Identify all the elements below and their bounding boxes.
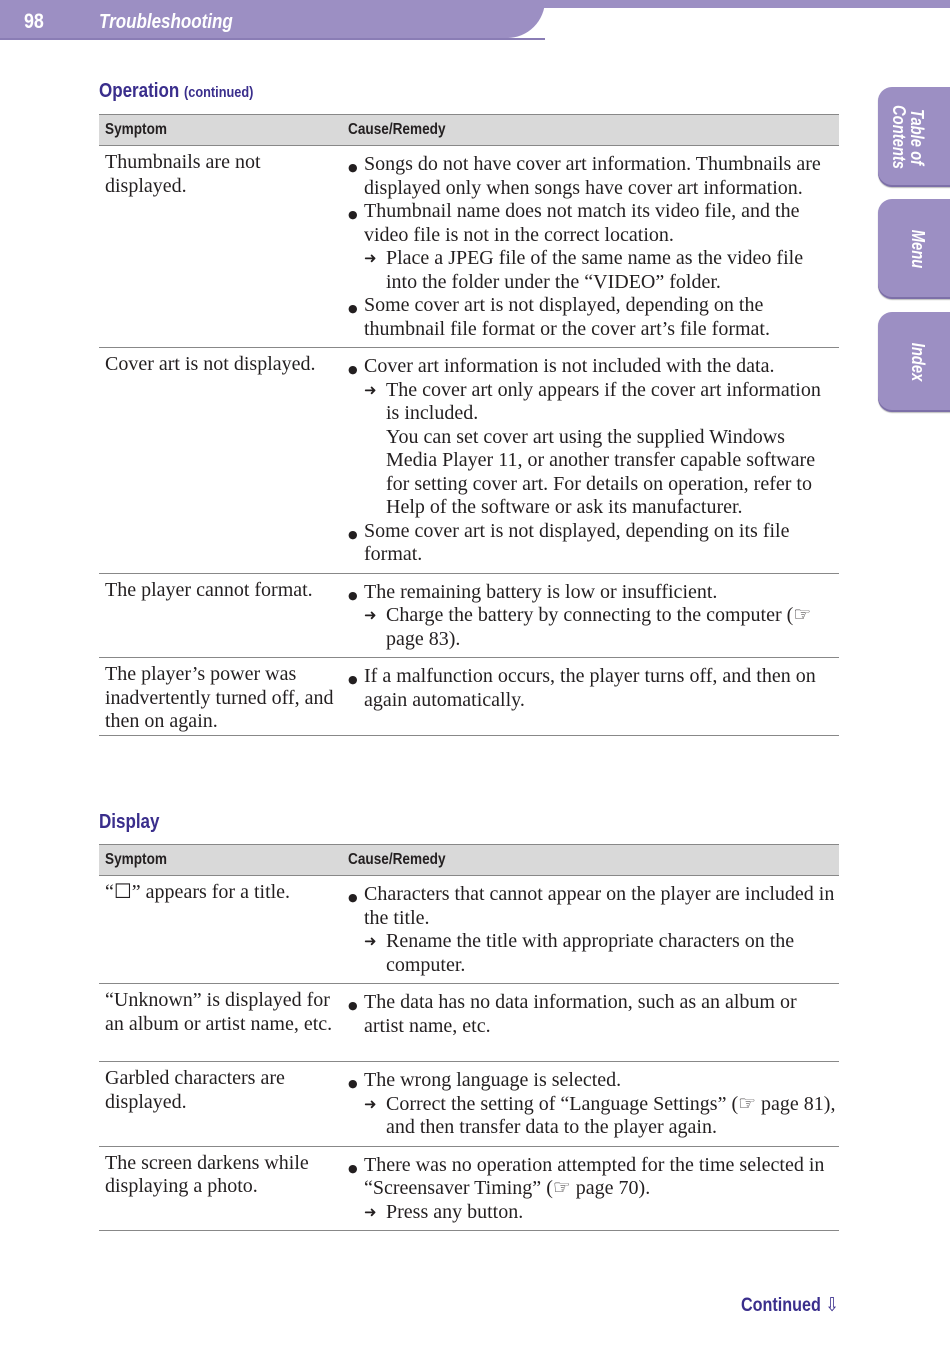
operation-table-header <box>99 114 839 146</box>
continued-label: Continued <box>741 1295 821 1316</box>
remedy-continuation: You can set cover art using the supplied Windows Media Player 11, or another transfer capable software for setting cover art. For details on operation, refer to Help of the software or ask its manufacturer. <box>386 425 816 518</box>
display-table <box>99 844 839 1231</box>
cause-cell <box>348 348 839 573</box>
col-cause-remedy: Cause/Remedy <box>348 851 446 868</box>
page-number: 98 <box>24 10 44 33</box>
col-symptom: Symptom <box>105 851 167 868</box>
down-arrow-icon: ⇩ <box>825 1294 839 1316</box>
operation-heading <box>99 80 253 103</box>
display-heading: Display <box>99 811 160 833</box>
bullet-item: ● Cover art information is not included with the data. <box>348 355 839 379</box>
cause-cell <box>348 574 839 658</box>
operation-table <box>99 114 839 736</box>
table-row <box>99 146 839 348</box>
table-row <box>99 984 839 1062</box>
tab-table-of-contents[interactable] <box>878 87 950 187</box>
symptom-cell: The player cannot format. <box>105 578 313 601</box>
bullet-item: ● Some cover art is not displayed, depending on its file format. <box>348 520 839 567</box>
table-row <box>99 574 839 659</box>
bullet-item: ● There was no operation attempted for the time selected in “Screensaver Timing” (☞ page 70). <box>348 1154 839 1201</box>
cause-cell <box>348 146 839 347</box>
cause-cell <box>348 984 839 1044</box>
bullet-item: ● If a malfunction occurs, the player turns off, and then on again automatically. <box>348 665 839 712</box>
remedy-arrow-item: ➜ Charge the battery by connecting to the computer (☞ page 83). <box>348 604 839 651</box>
col-symptom: Symptom <box>105 121 167 138</box>
symptom-cell: Thumbnails are not displayed. <box>105 151 261 197</box>
symptom-cell: The screen darkens while displaying a photo. <box>105 1151 309 1197</box>
bullet-item: ● The data has no data information, such as an album or artist name, etc. <box>348 991 839 1038</box>
header-title: Troubleshooting <box>99 11 233 33</box>
bullet-item: ● Thumbnail name does not match its video file, and the video file is not in the correct location. <box>348 200 839 247</box>
table-row <box>99 1147 839 1232</box>
cause-cell <box>348 658 839 718</box>
cause-cell <box>348 876 839 983</box>
table-row <box>99 1062 839 1147</box>
symptom-cell: “Unknown” is displayed for an album or artist name, etc. <box>105 989 333 1035</box>
remedy-arrow-item: ➜ Rename the title with appropriate characters on the computer. <box>348 930 839 977</box>
continued-link[interactable] <box>741 1294 839 1317</box>
operation-title: Operation <box>99 80 180 102</box>
display-table-header <box>99 844 839 876</box>
tab-index-label: Index <box>908 342 928 382</box>
bullet-item: ● The wrong language is selected. <box>348 1069 839 1093</box>
bullet-item: ● Characters that cannot appear on the player are included in the title. <box>348 883 839 930</box>
tab-toc-label: Table of Contents <box>889 105 927 169</box>
col-cause-remedy: Cause/Remedy <box>348 121 446 138</box>
cause-cell <box>348 1147 839 1231</box>
symptom-cell: Cover art is not displayed. <box>105 353 316 375</box>
symptom-cell: “☐” appears for a title. <box>105 881 291 903</box>
header-strip <box>520 0 950 8</box>
table-row <box>99 658 839 736</box>
symptom-cell: Garbled characters are displayed. <box>105 1067 285 1113</box>
remedy-arrow-item: ➜ Press any button. <box>348 1201 839 1225</box>
tab-menu[interactable] <box>878 199 950 299</box>
tab-menu-label: Menu <box>908 229 928 269</box>
symptom-cell: The player’s power was inadvertently turned off, and then on again. <box>105 663 334 732</box>
bullet-item: ● The remaining battery is low or insufficient. <box>348 581 839 605</box>
header-bar <box>0 0 545 38</box>
remedy-arrow-item: ➜ Correct the setting of “Language Settings” (☞ page 81), and then transfer data to the player again. <box>348 1093 839 1140</box>
operation-continued: (continued) <box>184 84 254 101</box>
remedy-arrow-item: ➜ The cover art only appears if the cover art information is included. <box>348 379 839 426</box>
tab-index[interactable] <box>878 312 950 412</box>
header-divider <box>0 38 545 40</box>
bullet-item: ● Some cover art is not displayed, depending on the thumbnail file format or the cover art’s file format. <box>348 294 839 341</box>
bullet-item: ● Songs do not have cover art information. Thumbnails are displayed only when songs have cover art information. <box>348 153 839 200</box>
table-row <box>99 876 839 984</box>
table-row <box>99 348 839 574</box>
cause-cell <box>348 1062 839 1146</box>
remedy-arrow-item: ➜ Place a JPEG file of the same name as the video file into the folder under the “VIDEO” folder. <box>348 247 839 294</box>
